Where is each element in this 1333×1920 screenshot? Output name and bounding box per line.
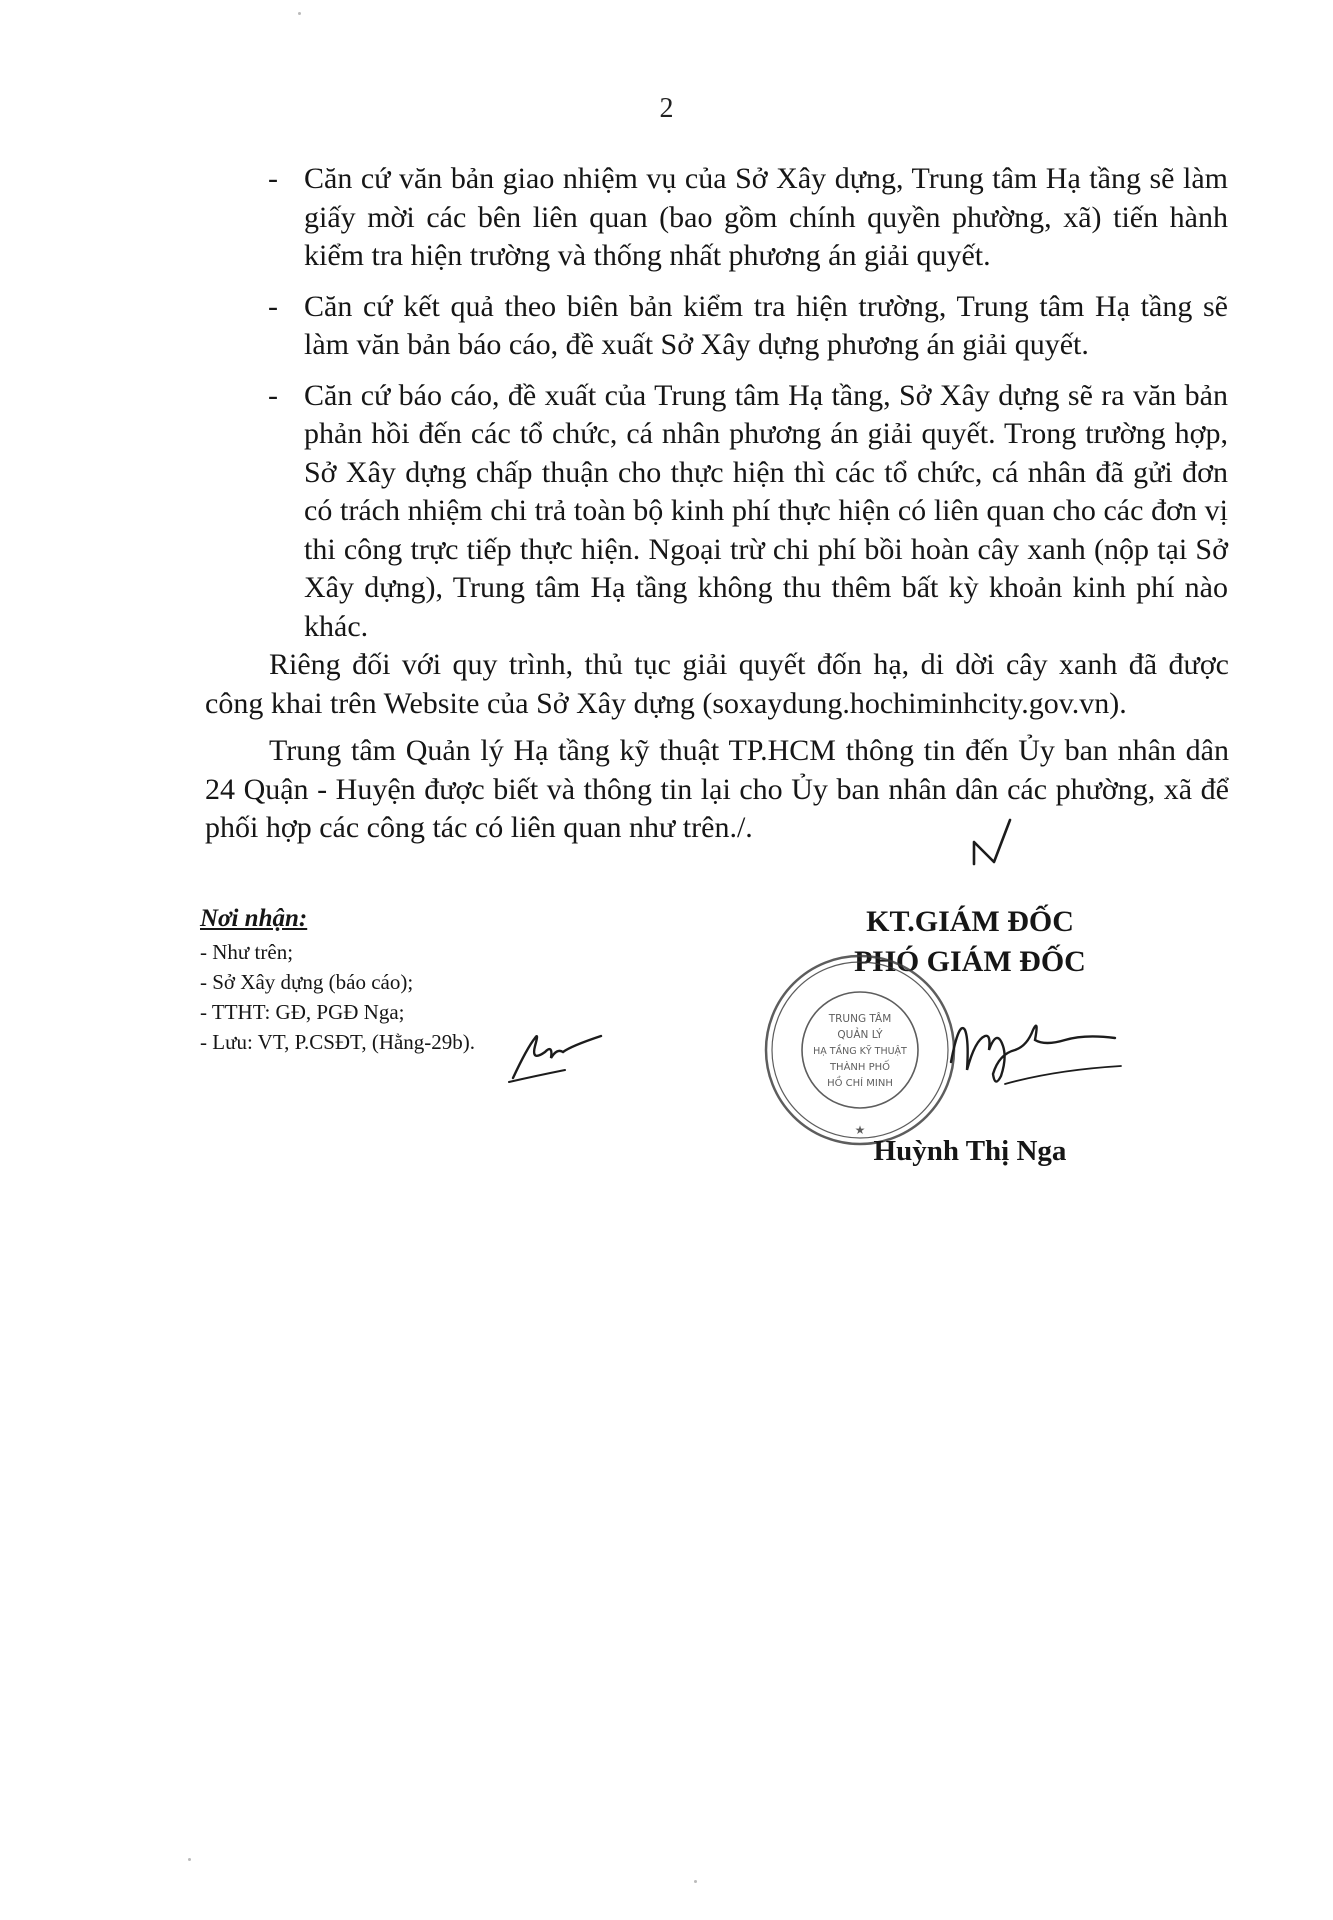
bullet-text: Căn cứ báo cáo, đề xuất của Trung tâm Hạ tầng, Sở Xây dựng sẽ ra văn bản phản hồi đến các tổ chức, cá nhân phương án giải quyết. Trong trường hợp, Sở Xây dựng chấp thuận cho thực hiện thì các tổ chức, cá nhân đã gửi đơn có trách nhiệm chi trả toàn bộ kinh phí thực hiện có liên quan cho các đơn vị thi công trực tiếp thực hiện. Ngoại trừ chi phí bồi hoàn cây xanh (nộp tại Sở Xây dựng), Trung tâm Hạ tầng không thu thêm bất kỳ khoản kinh phí nào khác. bbox=[304, 378, 1228, 643]
bullet-item bbox=[268, 160, 1228, 276]
bullet-text: Căn cứ văn bản giao nhiệm vụ của Sở Xây dựng, Trung tâm Hạ tầng sẽ làm giấy mời các bên liên quan (bao gồm chính quyền phường, xã) tiến hành kiểm tra hiện trường và thống nhất phương án giải quyết. bbox=[304, 162, 1228, 272]
signature-title-line-2: PHÓ GIÁM ĐỐC bbox=[854, 945, 1086, 978]
page-number: 2 bbox=[659, 93, 674, 124]
signature-title-line-1: KT.GIÁM ĐỐC bbox=[866, 905, 1074, 938]
bullet-text: Căn cứ kết quả theo biên bản kiểm tra hiện trường, Trung tâm Hạ tầng sẽ làm văn bản báo cáo, đề xuất Sở Xây dựng phương án giải quyết. bbox=[304, 289, 1228, 361]
official-stamp-seal-icon bbox=[760, 950, 960, 1150]
bullet-marker: - bbox=[268, 378, 278, 412]
bullet-list bbox=[268, 160, 1228, 658]
closing-paragraph: Trung tâm Quản lý Hạ tầng kỹ thuật TP.HCM thông tin đến Ủy ban nhân dân 24 Quận - Huyện được biết và thông tin lại cho Ủy ban nhân dân các phường, xã để phối hợp các công tác có liên quan như trên./. bbox=[205, 734, 1229, 844]
recipient-item: - Sở Xây dựng (báo cáo); bbox=[200, 967, 620, 997]
bullet-item bbox=[268, 377, 1228, 647]
handwritten-signature-icon bbox=[945, 1000, 1125, 1090]
recipient-item: - Lưu: VT, P.CSĐT, (Hằng-29b). bbox=[200, 1027, 620, 1057]
svg-text:TRUNG TÂM: TRUNG TÂM bbox=[828, 1013, 892, 1025]
scan-speck bbox=[188, 1858, 191, 1861]
recipients-title: Nơi nhận: bbox=[200, 905, 308, 932]
bullet-marker: - bbox=[268, 289, 278, 323]
scan-speck bbox=[694, 1880, 697, 1883]
handwritten-initials-icon bbox=[505, 1018, 610, 1088]
scan-speck bbox=[298, 12, 301, 15]
signer-name: Huỳnh Thị Nga bbox=[873, 1135, 1067, 1167]
recipient-item: - Như trên; bbox=[200, 937, 620, 967]
svg-text:HỒ CHÍ MINH: HỒ CHÍ MINH bbox=[827, 1078, 893, 1089]
svg-text:QUẢN LÝ: QUẢN LÝ bbox=[837, 1029, 883, 1041]
bullet-item bbox=[268, 288, 1228, 365]
bullet-marker: - bbox=[268, 162, 278, 195]
website-note-paragraph: Riêng đối với quy trình, thủ tục giải quyết đốn hạ, di dời cây xanh đã được công khai trên Website của Sở Xây dựng (soxaydung.hochiminhcity.gov.vn). bbox=[205, 648, 1229, 720]
handwritten-mark-icon bbox=[968, 812, 1028, 872]
svg-text:HẠ TẦNG KỸ THUẬT: HẠ TẦNG KỸ THUẬT bbox=[813, 1046, 907, 1057]
svg-text:★: ★ bbox=[854, 1123, 866, 1137]
svg-text:THÀNH PHỐ: THÀNH PHỐ bbox=[829, 1062, 891, 1073]
recipient-item: - TTHT: GĐ, PGĐ Nga; bbox=[200, 997, 620, 1027]
